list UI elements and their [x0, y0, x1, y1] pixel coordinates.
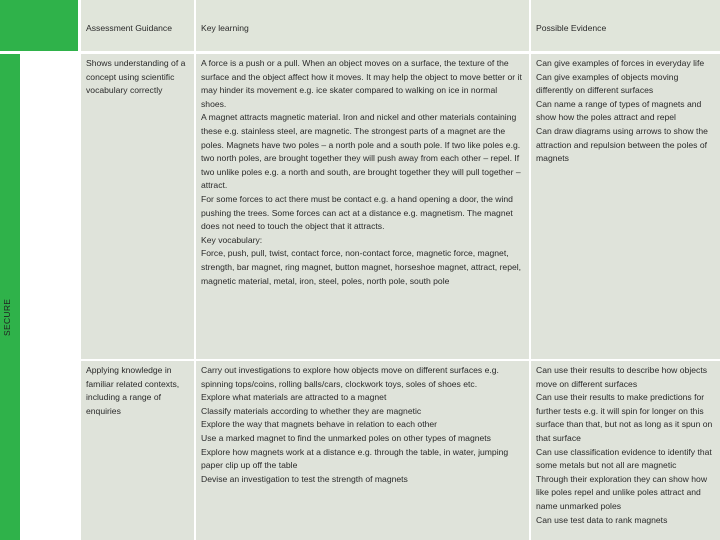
row1-learning-p2: A magnet attracts magnetic material. Iron and nickel and other materials containing these e.g. stainless steel, are magnetic. The strongest parts of a magnet are the poles. Magnets have two poles – a north pole and a south pole. If two like poles e.g. two north poles, are brought together they will push away from each other – repel. If two unlike poles e.g. a north and south, are brought together they will pull together – attract. [201, 112, 521, 191]
header-assessment-guidance: Assessment Guidance [81, 0, 194, 51]
secure-label: SECURE [2, 298, 12, 336]
header-key-learning: Key learning [196, 0, 529, 51]
row1-guidance: Shows understanding of a concept using scientific vocabulary correctly [81, 54, 194, 359]
row1-evidence-p2: Can give examples of objects moving differently on different surfaces [536, 71, 679, 96]
header-green-band [0, 0, 78, 51]
row2-evidence-p1: Can use their results to describe how objects move on different surfaces [536, 365, 708, 389]
row2-evidence [531, 361, 720, 540]
row1-evidence [531, 54, 720, 359]
row1-learning-p4: Key vocabulary: [201, 234, 263, 245]
row2-guidance: Applying knowledge in familiar related contexts, including a range of enquiries [81, 361, 194, 540]
row2-learning-p5: Use a marked magnet to find the unmarked poles on other types of magnets [201, 432, 491, 443]
row1-evidence-p4: Can draw diagrams using arrows to show the attraction and repulsion between the poles of magnets [536, 125, 708, 164]
row1-learning-p3: For some forces to act there must be contact e.g. a hand opening a door, the wind pushing the trees. Some forces can act at a distance e.g. magnetism. The magnet does not need to touch the object that it attracts. [201, 193, 513, 232]
row2-learning-p1: Carry out investigations to explore how objects move on different surfaces e.g. spinning tops/coins, rolling balls/cars, clockwork toys, soles of shoes etc. [201, 365, 499, 389]
row2-learning-p2: Explore what materials are attracted to a magnet [201, 392, 387, 403]
row1-learning-p5: Force, push, pull, twist, contact force, non-contact force, magnetic force, magnet, strength, bar magnet, ring magnet, button magnet, horseshoe magnet, attract, repel, magnetic material, metal, iron, steel, poles, north pole, south pole [201, 248, 522, 286]
row2-evidence-p2: Can use their results to make predictions for further tests e.g. it will spin for longer on this surface than that, but not as long as it spun on that surface [536, 392, 713, 443]
row2-learning-p7: Devise an investigation to test the strength of magnets [201, 473, 408, 484]
row2-learning [196, 361, 529, 540]
row2-learning-p3: Classify materials according to whether they are magnetic [201, 405, 422, 416]
row2-evidence-p4: Through their exploration they can show how like poles repel and unlike poles attract and name unmarked poles [536, 473, 708, 511]
row1-evidence-p1: Can give examples of forces in everyday life [536, 58, 705, 68]
row1-learning [196, 54, 529, 359]
secure-green-band [0, 54, 20, 540]
row2-evidence-p3: Can use classification evidence to identify that some metals but not all are magnetic [536, 446, 712, 471]
row2-evidence-p5: Can use test data to rank magnets [536, 514, 668, 525]
row2-learning-p6: Explore how magnets work at a distance e.g. through the table, in water, jumping paper clip up off the table [201, 446, 509, 471]
row2-learning-p4: Explore the way that magnets behave in relation to each other [201, 419, 437, 430]
row1-learning-p1: A force is a push or a pull. When an object moves on a surface, the texture of the surface and the object affect how it moves. It may help the object to move better or it may hinder its movement e.g. ice skater compared to walking on ice in normal shoes. [201, 58, 522, 109]
row1-evidence-p3: Can name a range of types of magnets and show how the poles attract and repel [536, 98, 702, 123]
header-possible-evidence: Possible Evidence [531, 0, 720, 51]
